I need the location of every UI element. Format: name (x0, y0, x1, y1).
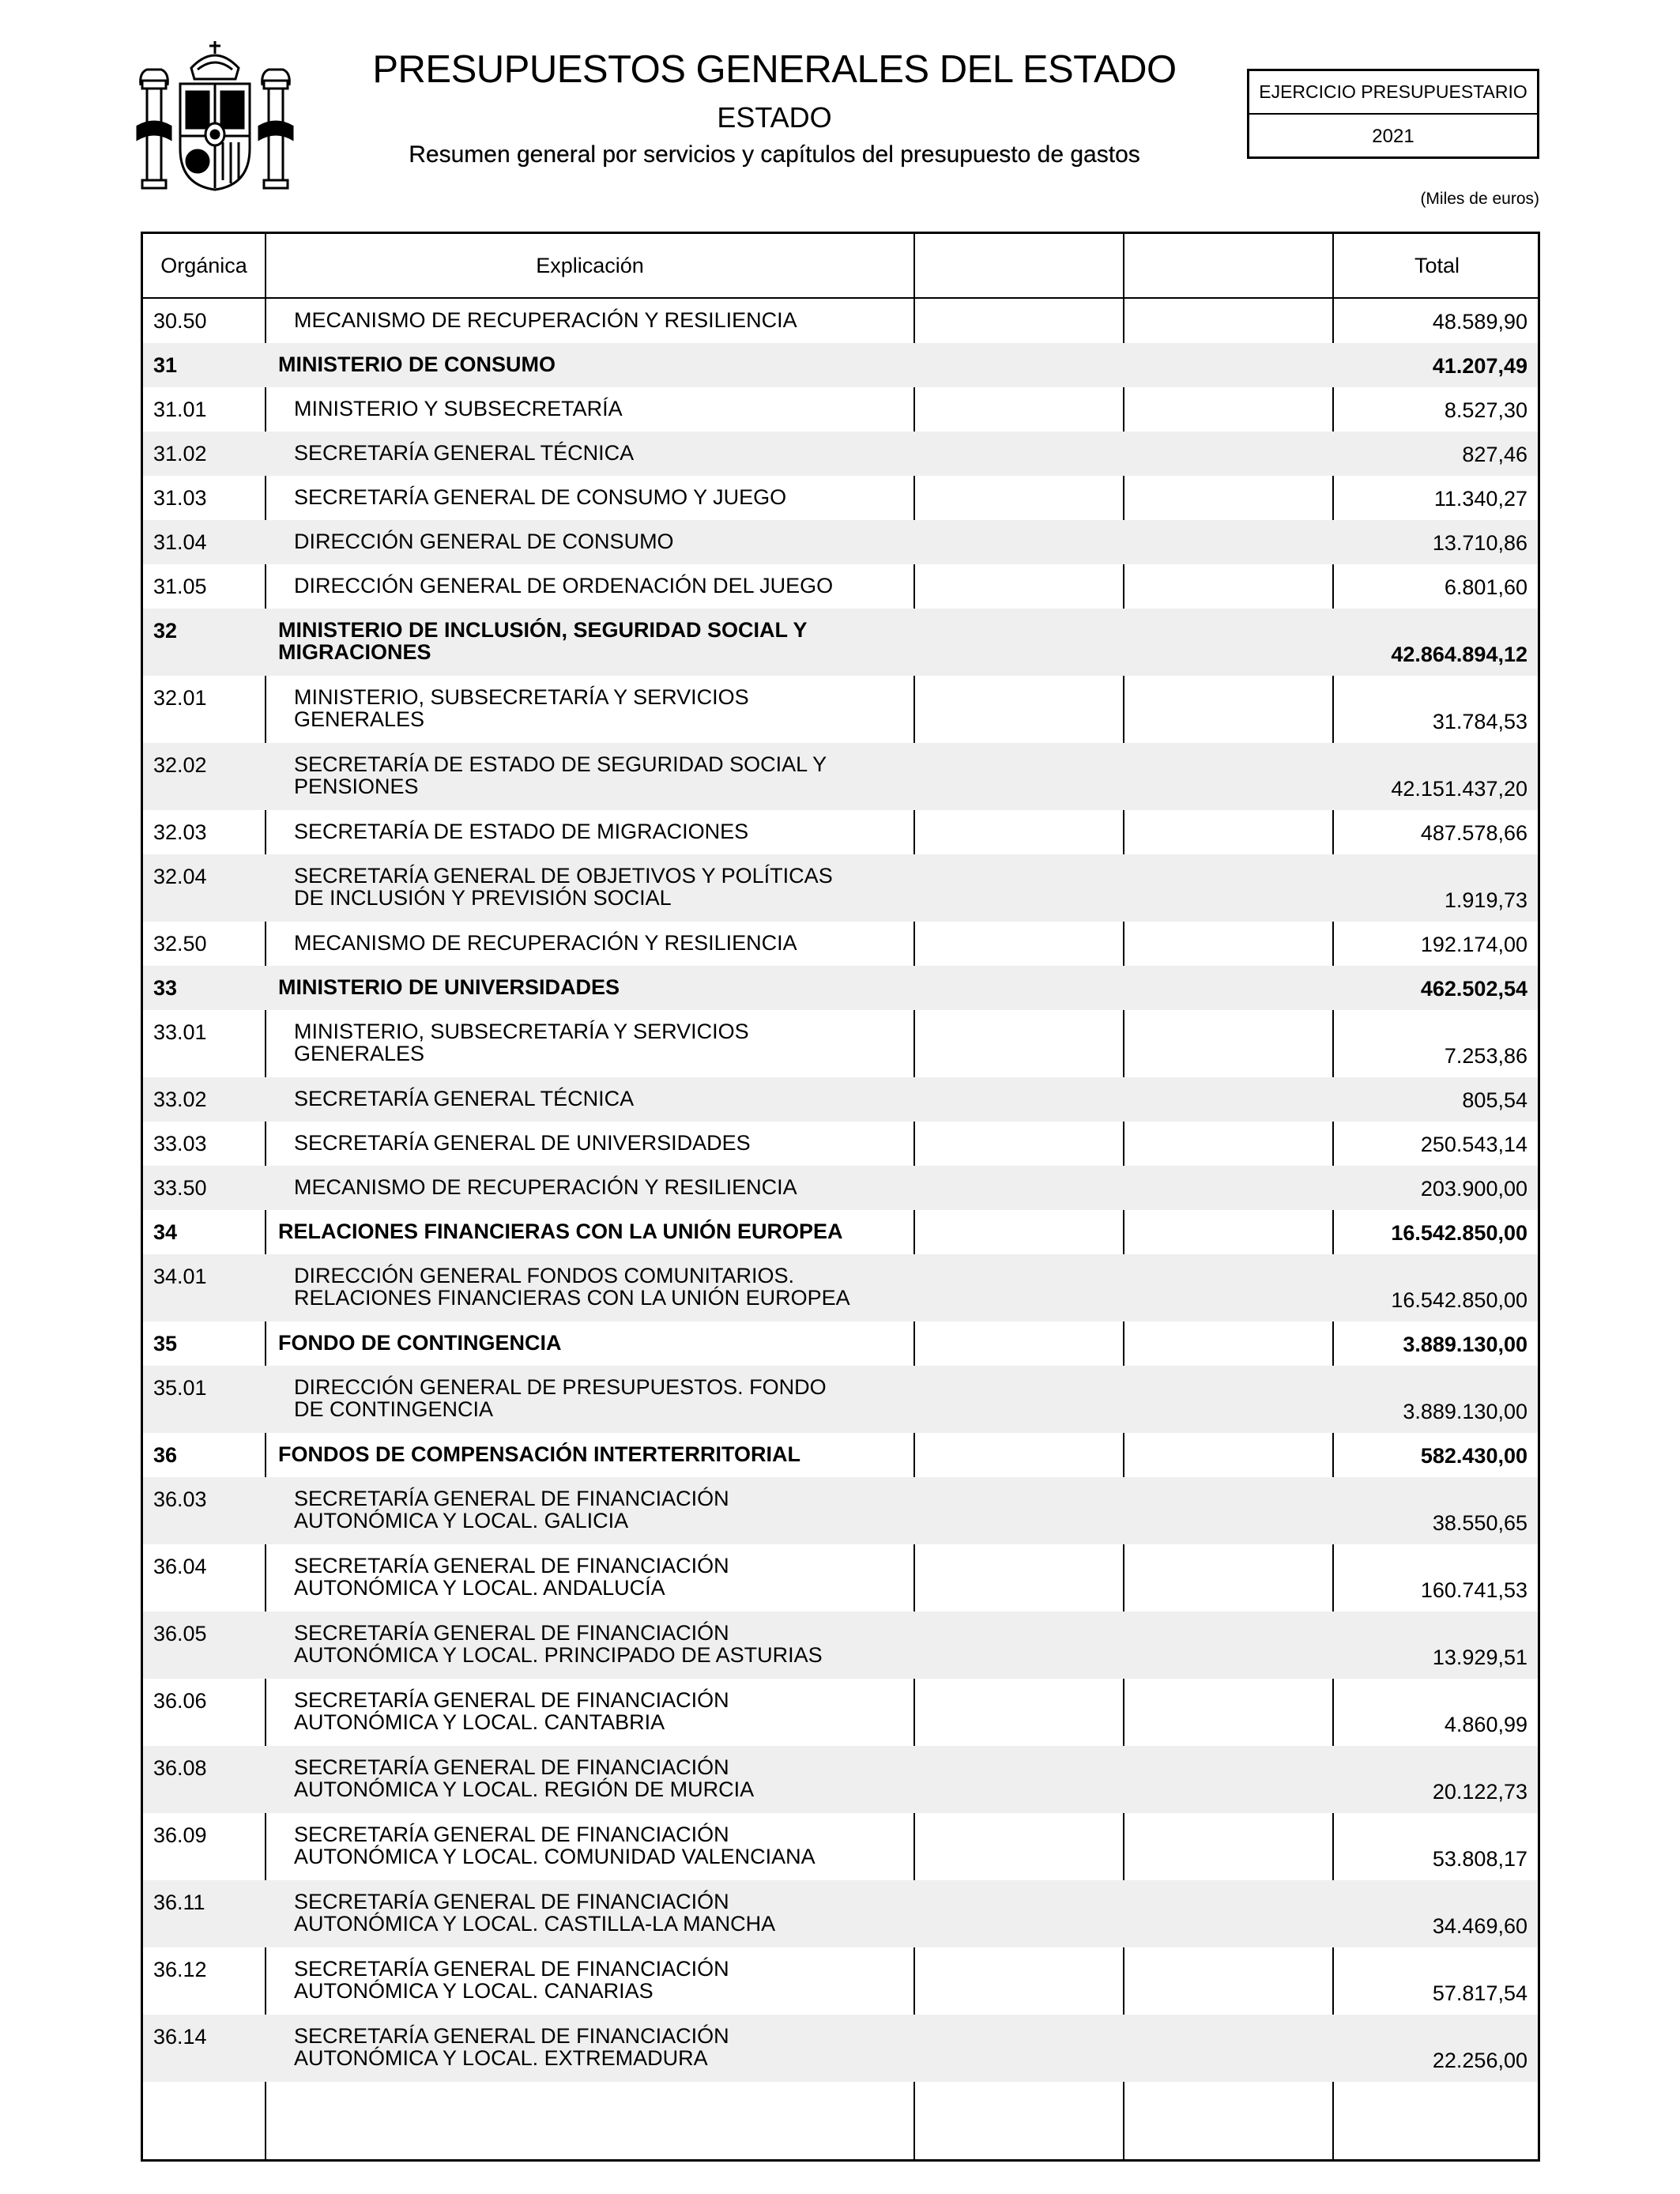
organica-code: 31.03 (153, 486, 207, 510)
organica-code: 36.09 (153, 1823, 207, 1847)
organica-code: 32 (153, 619, 178, 643)
explicacion-text: SECRETARÍA DE ESTADO DE SEGURIDAD SOCIAL Y PENSIONES (294, 752, 827, 798)
budget-table (141, 232, 1540, 2162)
total-value: 38.550,65 (1432, 1511, 1527, 1535)
exercise-year: 2021 (1372, 126, 1414, 147)
units-note: (Miles de euros) (1420, 190, 1539, 208)
table-row (143, 1679, 1538, 1746)
table-row (143, 1813, 1538, 1880)
explicacion-text: SECRETARÍA GENERAL DE UNIVERSIDADES (294, 1131, 751, 1155)
total-value: 42.151.437,20 (1391, 777, 1527, 801)
table-row (143, 1077, 1538, 1122)
organica-code: 36.11 (153, 1891, 205, 1914)
organica-code: 36.08 (153, 1756, 207, 1780)
table-row (143, 1010, 1538, 1077)
total-value: 13.929,51 (1432, 1646, 1527, 1669)
table-body (143, 299, 1538, 2082)
total-value: 192.174,00 (1420, 933, 1527, 956)
organica-code: 33.50 (153, 1176, 207, 1200)
table-row (143, 1366, 1538, 1433)
explicacion-text: SECRETARÍA GENERAL DE FINANCIACIÓN AUTONÓMICA Y LOCAL. EXTREMADURA (294, 2024, 729, 2070)
total-value: 160.741,53 (1420, 1578, 1527, 1602)
exercise-box (1247, 69, 1539, 159)
table-row (143, 476, 1538, 520)
organica-code: 33.01 (153, 1020, 207, 1044)
column-header-explicacion: Explicación (536, 254, 644, 277)
document-description: Resumen general por servicios y capítulos del presupuesto de gastos (409, 141, 1140, 168)
total-value: 31.784,53 (1432, 710, 1527, 733)
table-row (143, 1477, 1538, 1544)
table-row (143, 520, 1538, 564)
table-row (143, 1544, 1538, 1612)
organica-code: 35.01 (153, 1376, 207, 1400)
explicacion-text: SECRETARÍA GENERAL DE FINANCIACIÓN AUTONÓMICA Y LOCAL. COMUNIDAD VALENCIANA (294, 1823, 816, 1868)
organica-code: 31.01 (153, 398, 207, 421)
organica-code: 36.05 (153, 1622, 207, 1646)
organica-code: 33.02 (153, 1088, 207, 1111)
table-section-row (143, 343, 1538, 387)
document-title: PRESUPUESTOS GENERALES DEL ESTADO (372, 48, 1177, 91)
column-header-total: Total (1414, 254, 1460, 277)
total-value: 34.469,60 (1432, 1914, 1527, 1938)
total-value: 3.889.130,00 (1403, 1400, 1527, 1423)
explicacion-text: DIRECCIÓN GENERAL DE CONSUMO (294, 530, 674, 553)
explicacion-text: SECRETARÍA GENERAL DE FINANCIACIÓN AUTONÓMICA Y LOCAL. ANDALUCÍA (294, 1554, 729, 1600)
explicacion-text: RELACIONES FINANCIERAS CON LA UNIÓN EUROPEA (278, 1220, 843, 1243)
organica-code: 34.01 (153, 1265, 207, 1288)
total-value: 250.543,14 (1420, 1133, 1527, 1156)
explicacion-text: MECANISMO DE RECUPERACIÓN Y RESILIENCIA (294, 931, 797, 955)
organica-code: 30.50 (153, 309, 207, 333)
table-row (143, 1166, 1538, 1210)
table-row (143, 854, 1538, 922)
organica-code: 36.06 (153, 1689, 207, 1713)
total-value: 53.808,17 (1432, 1847, 1527, 1871)
organica-code: 31.04 (153, 530, 207, 554)
table-row (143, 299, 1538, 343)
organica-code: 36 (153, 1443, 178, 1467)
table-header (143, 234, 1538, 299)
table-row (143, 2015, 1538, 2082)
total-value: 11.340,27 (1433, 487, 1527, 511)
exercise-label: EJERCICIO PRESUPUESTARIO (1249, 71, 1537, 115)
total-value: 22.256,00 (1432, 2049, 1527, 2072)
total-value: 487.578,66 (1420, 821, 1527, 845)
total-value: 582.430,00 (1420, 1444, 1527, 1468)
explicacion-text: SECRETARÍA GENERAL DE FINANCIACIÓN AUTONÓMICA Y LOCAL. GALICIA (294, 1487, 729, 1532)
organica-code: 32.04 (153, 865, 207, 888)
explicacion-text: SECRETARÍA GENERAL TÉCNICA (294, 441, 635, 465)
explicacion-text: SECRETARÍA GENERAL TÉCNICA (294, 1087, 635, 1110)
explicacion-text: MINISTERIO, SUBSECRETARÍA Y SERVICIOS GENERALES (294, 1020, 749, 1065)
organica-code: 35 (153, 1332, 178, 1355)
explicacion-text: MECANISMO DE RECUPERACIÓN Y RESILIENCIA (294, 308, 797, 332)
table-row (143, 564, 1538, 609)
table-row (143, 432, 1538, 476)
explicacion-text: MINISTERIO DE UNIVERSIDADES (278, 975, 620, 999)
table-row (143, 922, 1538, 966)
total-value: 41.207,49 (1432, 354, 1527, 378)
table-section-row (143, 1210, 1538, 1254)
explicacion-text: SECRETARÍA GENERAL DE FINANCIACIÓN AUTONÓMICA Y LOCAL. REGIÓN DE MURCIA (294, 1755, 755, 1801)
explicacion-text: SECRETARÍA GENERAL DE FINANCIACIÓN AUTONÓMICA Y LOCAL. CANTABRIA (294, 1688, 729, 1734)
document-header (348, 46, 1201, 172)
total-value: 1.919,73 (1444, 888, 1527, 912)
explicacion-text: SECRETARÍA GENERAL DE FINANCIACIÓN AUTONÓMICA Y LOCAL. CASTILLA-LA MANCHA (294, 1890, 776, 1936)
organica-code: 32.02 (153, 753, 207, 777)
organica-code: 36.04 (153, 1555, 207, 1578)
organica-code: 34 (153, 1220, 178, 1244)
total-value: 7.253,86 (1444, 1044, 1527, 1068)
table-row (143, 1880, 1538, 1947)
table-row (143, 1947, 1538, 2015)
total-value: 827,46 (1462, 443, 1527, 466)
explicacion-text: SECRETARÍA GENERAL DE FINANCIACIÓN AUTONÓMICA Y LOCAL. PRINCIPADO DE ASTURIAS (294, 1621, 823, 1667)
organica-code: 32.01 (153, 686, 207, 710)
table-row (143, 1746, 1538, 1813)
organica-code: 32.03 (153, 820, 207, 844)
table-row (143, 1612, 1538, 1679)
organica-code: 33 (153, 976, 178, 1000)
explicacion-text: MINISTERIO DE INCLUSIÓN, SEGURIDAD SOCIAL Y MIGRACIONES (278, 618, 808, 664)
table-row (143, 676, 1538, 743)
total-value: 805,54 (1462, 1088, 1527, 1112)
table-row (143, 743, 1538, 810)
explicacion-text: FONDO DE CONTINGENCIA (278, 1331, 562, 1355)
coat-of-arms-icon (136, 38, 294, 194)
organica-code: 36.03 (153, 1487, 207, 1511)
explicacion-text: FONDOS DE COMPENSACIÓN INTERTERRITORIAL (278, 1442, 801, 1466)
organica-code: 31.02 (153, 442, 207, 466)
table-row (143, 1122, 1538, 1166)
total-value: 4.860,99 (1444, 1713, 1527, 1736)
total-value: 42.864.894,12 (1391, 643, 1527, 666)
total-value: 8.527,30 (1444, 398, 1527, 422)
organica-code: 31 (153, 353, 178, 377)
total-value: 13.710,86 (1432, 531, 1527, 555)
total-value: 462.502,54 (1420, 977, 1527, 1001)
total-value: 20.122,73 (1432, 1780, 1527, 1804)
explicacion-text: SECRETARÍA DE ESTADO DE MIGRACIONES (294, 820, 749, 843)
table-section-row (143, 609, 1538, 676)
table-row (143, 1254, 1538, 1321)
document-subtitle: ESTADO (717, 101, 832, 134)
total-value: 3.889.130,00 (1403, 1333, 1527, 1356)
column-header-organica: Orgánica (160, 254, 247, 277)
organica-code: 36.14 (153, 2025, 207, 2049)
table-section-row (143, 966, 1538, 1010)
explicacion-text: DIRECCIÓN GENERAL DE PRESUPUESTOS. FONDO DE CONTINGENCIA (294, 1375, 827, 1421)
explicacion-text: MECANISMO DE RECUPERACIÓN Y RESILIENCIA (294, 1175, 797, 1199)
organica-code: 32.50 (153, 932, 207, 956)
explicacion-text: DIRECCIÓN GENERAL FONDOS COMUNITARIOS. RELACIONES FINANCIERAS CON LA UNIÓN EUROPEA (294, 1264, 850, 1310)
organica-code: 36.12 (153, 1958, 207, 1981)
total-value: 6.801,60 (1444, 575, 1527, 599)
explicacion-text: SECRETARÍA GENERAL DE FINANCIACIÓN AUTONÓMICA Y LOCAL. CANARIAS (294, 1957, 729, 2003)
explicacion-text: MINISTERIO, SUBSECRETARÍA Y SERVICIOS GENERALES (294, 685, 749, 731)
organica-code: 33.03 (153, 1132, 207, 1155)
total-value: 48.589,90 (1432, 310, 1527, 334)
total-value: 203.900,00 (1420, 1177, 1527, 1201)
table-row (143, 387, 1538, 432)
table-section-row (143, 1433, 1538, 1477)
table-section-row (143, 1321, 1538, 1366)
total-value: 16.542.850,00 (1391, 1288, 1527, 1312)
table-row (143, 810, 1538, 854)
explicacion-text: SECRETARÍA GENERAL DE OBJETIVOS Y POLÍTICAS DE INCLUSIÓN Y PREVISIÓN SOCIAL (294, 864, 833, 910)
total-value: 57.817,54 (1432, 1981, 1527, 2005)
explicacion-text: MINISTERIO DE CONSUMO (278, 352, 556, 376)
explicacion-text: MINISTERIO Y SUBSECRETARÍA (294, 397, 623, 420)
explicacion-text: DIRECCIÓN GENERAL DE ORDENACIÓN DEL JUEGO (294, 574, 834, 598)
organica-code: 31.05 (153, 575, 207, 598)
explicacion-text: SECRETARÍA GENERAL DE CONSUMO Y JUEGO (294, 485, 787, 509)
total-value: 16.542.850,00 (1391, 1221, 1527, 1245)
